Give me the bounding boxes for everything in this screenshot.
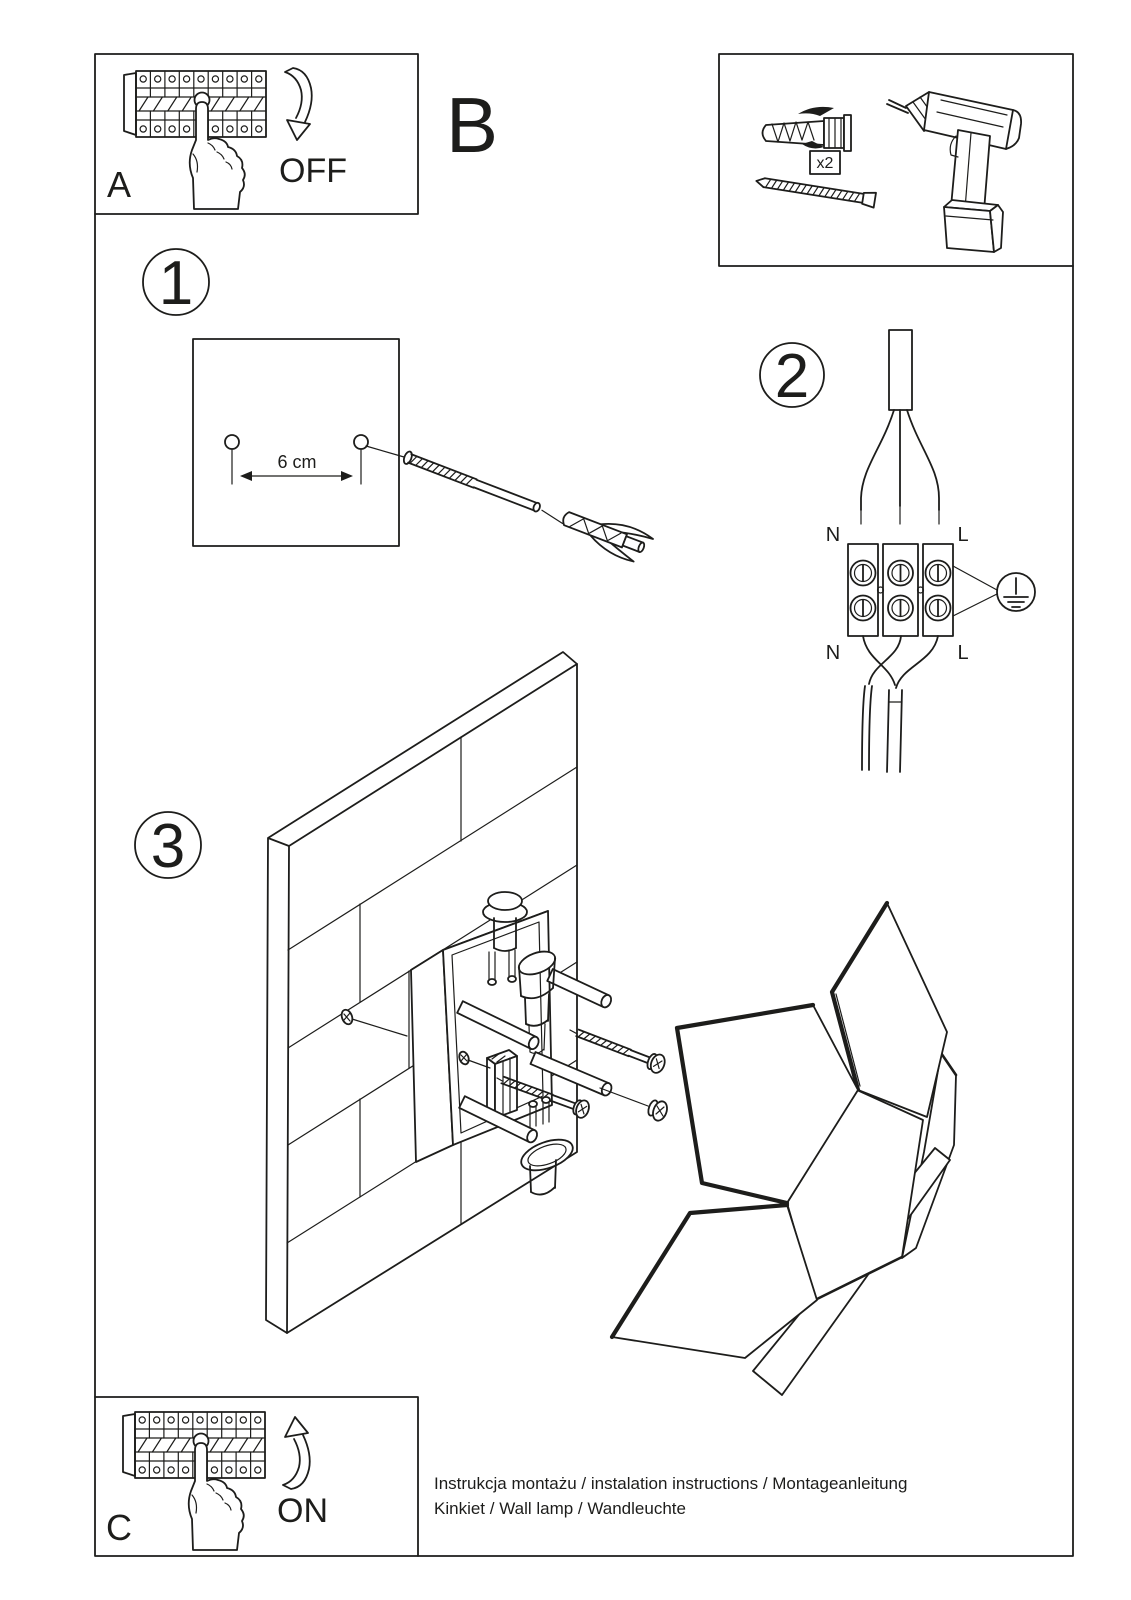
circuit-breaker-icon: [123, 1412, 265, 1478]
step-2: [760, 330, 1035, 772]
footer-line-2: Kinkiet / Wall lamp / Wandleuchte: [434, 1499, 686, 1518]
section-b: [446, 54, 1073, 266]
wall-plug-icon: [763, 107, 852, 151]
dimension-6cm: [232, 450, 361, 484]
toolbox: [719, 54, 1073, 266]
panel-a: [95, 54, 418, 214]
step-2-number: 2: [774, 342, 810, 411]
label-live-top: L: [957, 524, 969, 546]
mounting-screw-icon: [567, 1021, 668, 1075]
panel-a-label: A: [107, 164, 132, 205]
terminal-block-icon: [826, 524, 969, 664]
step-3: [135, 652, 956, 1395]
label-live-bottom: L: [957, 642, 969, 664]
terminal-screws: [851, 561, 951, 621]
footer: [434, 1474, 907, 1518]
hole-spacing-label: 6 cm: [277, 452, 317, 472]
mains-cable-icon: [861, 330, 939, 524]
panel-c: [95, 1397, 418, 1556]
screw-icon: [755, 174, 876, 208]
screw-and-anchor-icon: [399, 442, 655, 566]
quantity-label: x2: [816, 155, 834, 172]
footer-line-1: Instrukcja montażu / instalation instructions / Montageanleitung: [434, 1474, 908, 1493]
label-neutral-bottom: N: [825, 642, 841, 664]
step-1: [143, 249, 654, 566]
panel-c-label: C: [106, 1507, 132, 1548]
lamp-shade-icon: [612, 903, 956, 1395]
earth-symbol-icon: [953, 566, 1035, 616]
curved-arrow-down-icon: [285, 68, 312, 140]
page-frame: [95, 214, 1073, 1556]
drill-icon: [887, 92, 1021, 252]
section-b-label: B: [446, 81, 499, 169]
circuit-breaker-icon: [124, 71, 266, 137]
hole-left: [225, 435, 239, 449]
panel-a-action-label: OFF: [279, 152, 347, 190]
panel-c-action-label: ON: [277, 1492, 328, 1530]
curved-arrow-up-icon: [283, 1417, 310, 1489]
panel-c-box: [95, 1397, 418, 1556]
step-1-number: 1: [158, 249, 194, 318]
step-3-number: 3: [150, 812, 186, 881]
quantity-badge: [810, 151, 840, 174]
label-neutral-top: N: [825, 524, 841, 546]
hole-right: [354, 435, 368, 449]
lamp-wires-icon: [862, 636, 938, 772]
